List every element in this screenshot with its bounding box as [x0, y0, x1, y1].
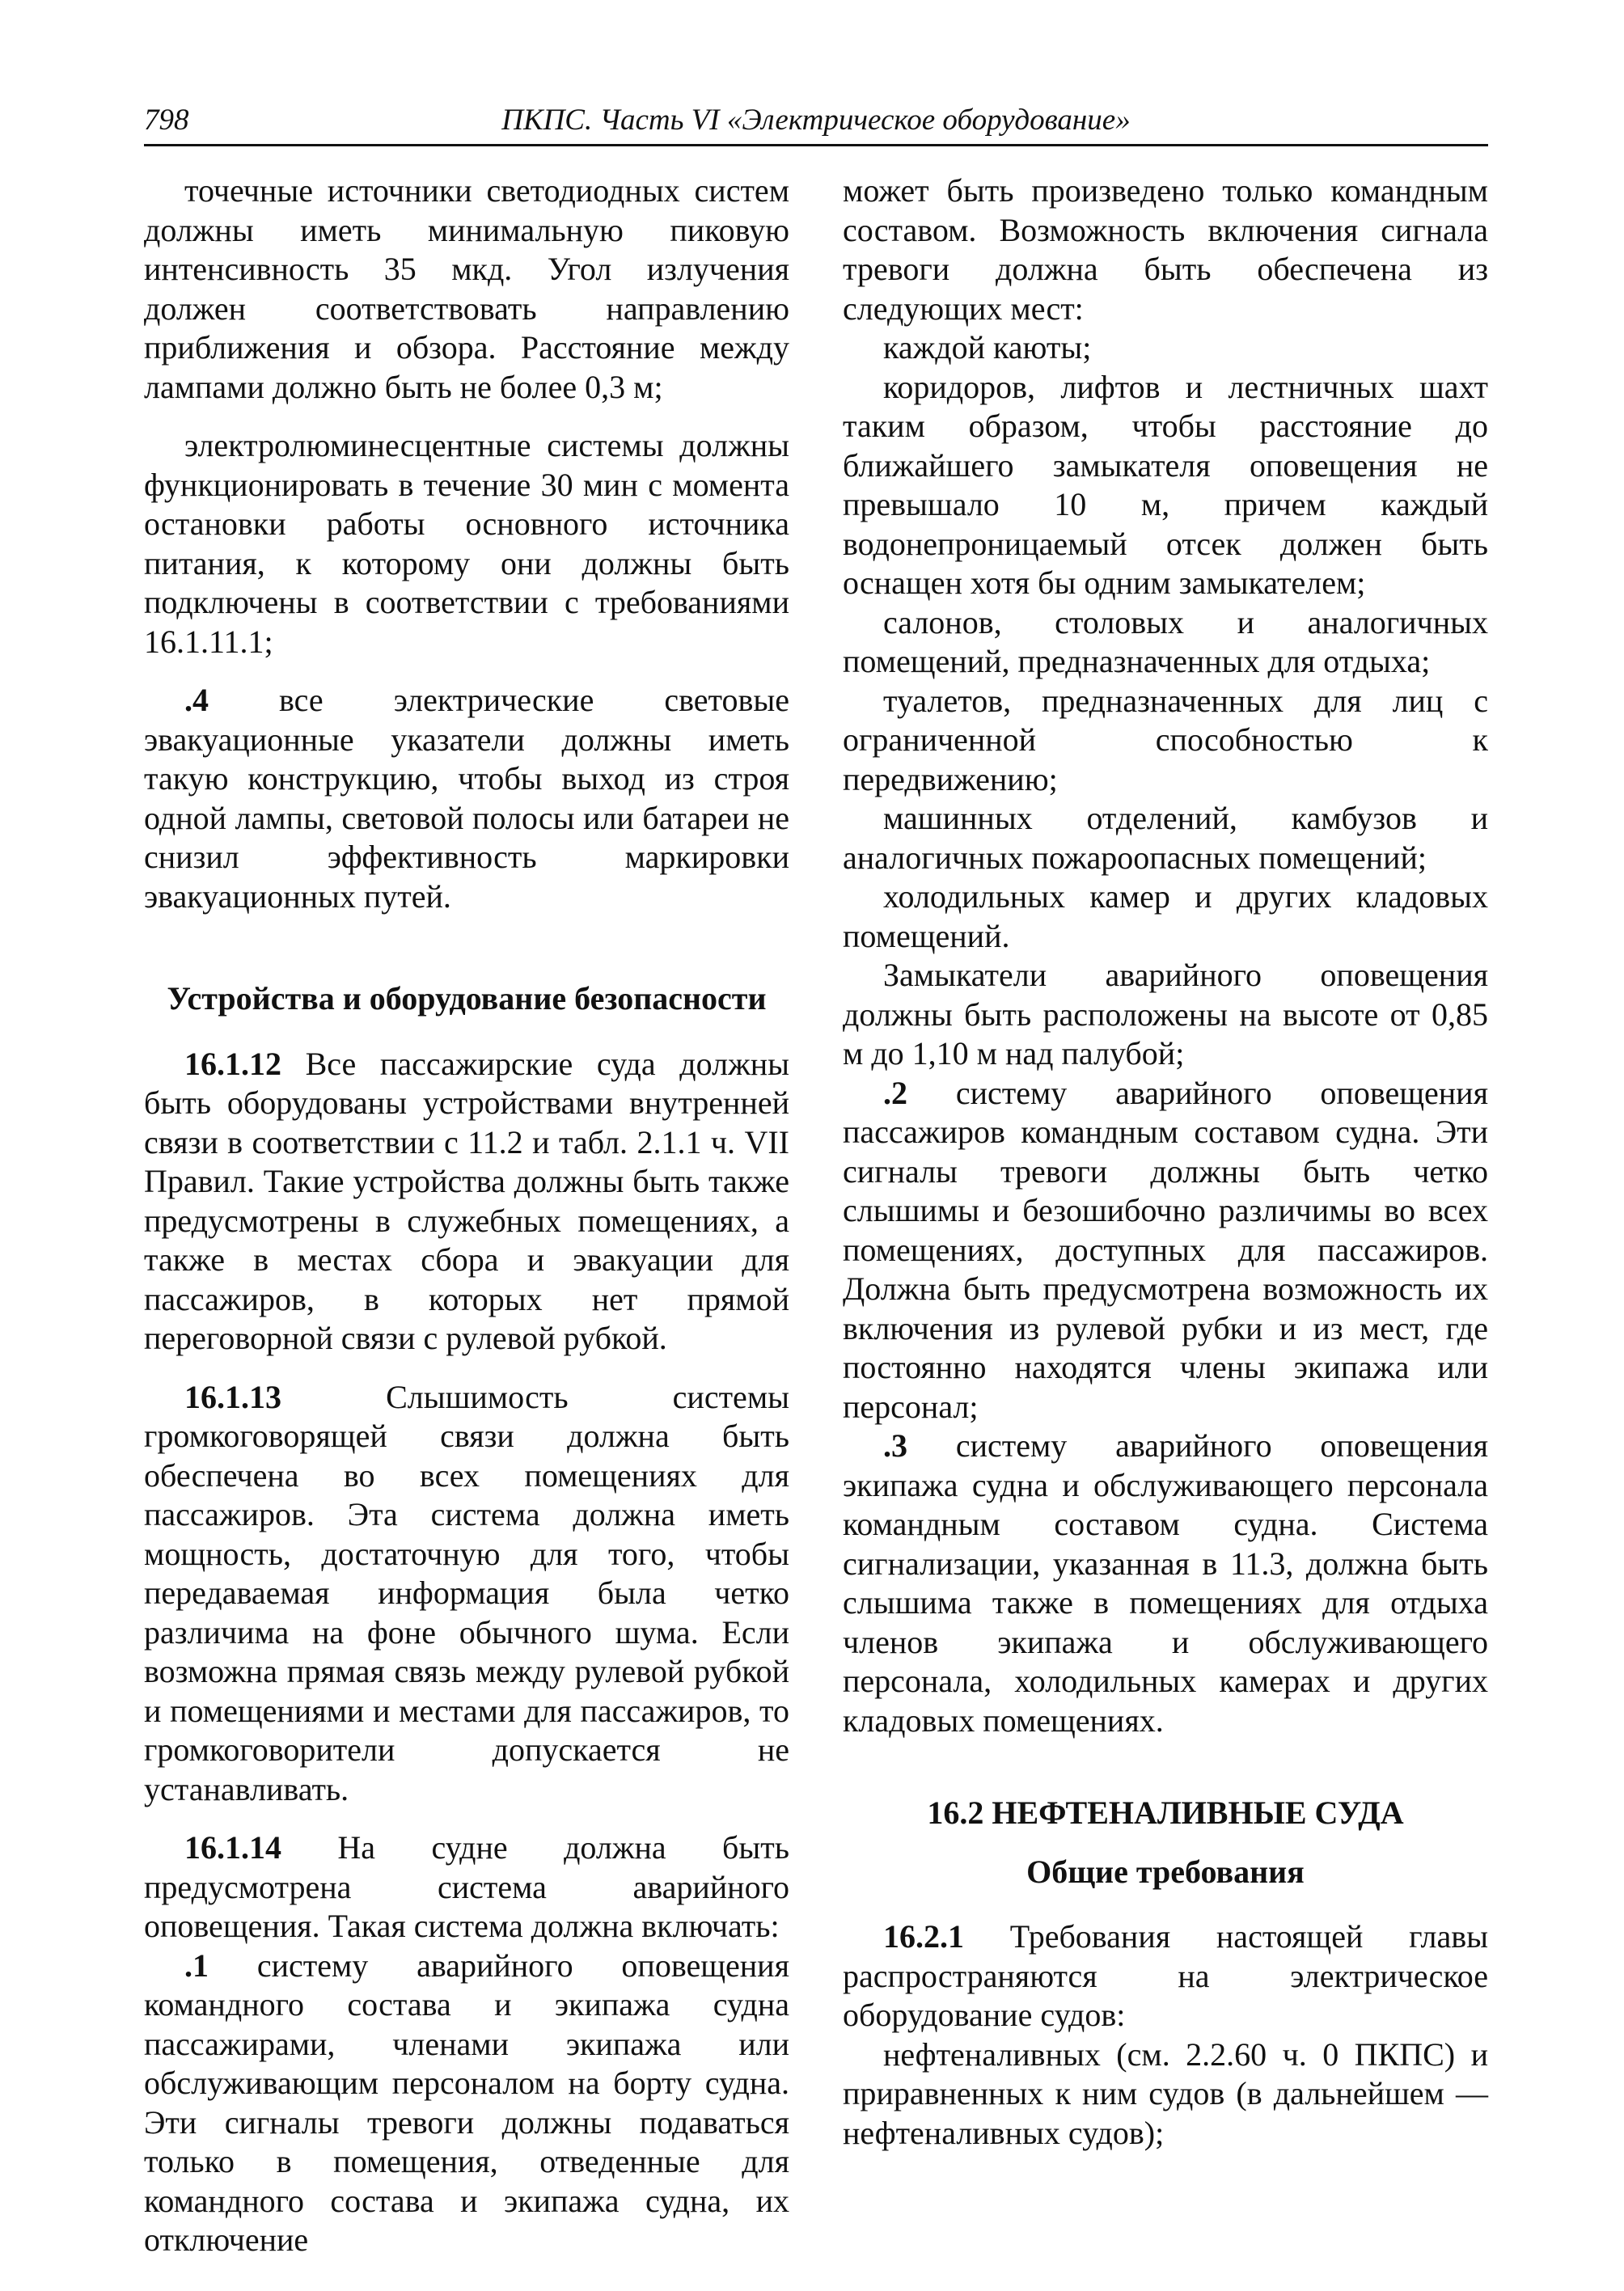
paragraph-16-1-14	[144, 1828, 789, 1947]
clause-text: Все пассажирские суда должны быть оборудованы устройствами внутренней связи в соответствии с 11.2 и табл. 2.1.1 ч. VII Правил. Такие устройства должны быть также предусмотрены в служебных помещениях, а также в местах сбора и эвакуации для пассажиров, в которых нет прямой переговорной связи с рулевой рубкой.	[144, 1045, 789, 1356]
list-item-corridors: коридоров, лифтов и лестничных шахт таким образом, чтобы расстояние до ближайшего замыкателя оповещения не превышало 10 м, причем каждый водонепроницаемый отсек должен быть оснащен хотя бы одним замыкателем;	[843, 368, 1488, 601]
running-title: ПКПС. Часть VI «Электрическое оборудование»	[501, 104, 1131, 137]
clause-number: 16.2.1	[883, 1918, 964, 1955]
paragraph-item-1	[144, 1947, 789, 2260]
item-number: .4	[184, 682, 209, 718]
item-number: .3	[883, 1427, 907, 1464]
list-item-cabins: каждой каюты;	[883, 329, 1092, 366]
paragraph-item-3	[843, 1427, 1488, 1740]
paragraph-item-2	[843, 1074, 1488, 1427]
paragraph-switches-height: Замыкатели аварийного оповещения должны быть расположены на высоте от 0,85 м до 1,10 м над палубой;	[843, 957, 1488, 1072]
clause-number: 16.1.14	[184, 1829, 281, 1866]
subheading-general-requirements: Общие требования	[1026, 1853, 1305, 1890]
item-number: .1	[184, 1947, 209, 1984]
list-item-cold-rooms: холодильных камер и других кладовых помещений.	[843, 878, 1488, 954]
subheading-safety-equipment: Устройства и оборудование безопасности	[167, 980, 767, 1017]
paragraph-item-4	[144, 681, 789, 916]
running-header	[144, 99, 1488, 146]
clause-number: 16.1.12	[184, 1045, 281, 1082]
list-item-toilets: туалетов, предназначенных для лиц с ограниченной способностью к передвижению;	[843, 682, 1488, 797]
paragraph-continuation: может быть произведено только командным составом. Возможность включения сигнала тревоги должна быть обеспечена из следующих мест:	[843, 172, 1488, 327]
paragraph-electroluminescent: электролюминесцентные системы должны функционировать в течение 30 мин с момента остановки работы основного источника питания, к которому они должны быть подключены в соответствии с требованиями 16.1.11.1;	[144, 427, 789, 660]
page-number: 798	[144, 104, 189, 137]
item-text: систему аварийного оповещения экипажа судна и обслуживающего персонала командным составом судна. Система сигнализации, указанная в 11.3, должна быть слышима также в помещениях для отдыха членов экипажа и обслуживающего персонала, холодильных камерах и других кладовых помещениях.	[843, 1427, 1488, 1739]
clause-text: Слышимость системы громкоговорящей связи должна быть обеспечена во всех помещениях для пассажиров. Эта система должна иметь мощность, достаточную для того, чтобы передаваемая информация была четко различима на фоне обычного шума. Если возможна прямая связь между рулевой рубкой и помещениями и местами для пассажиров, то громкоговорители допускается не устанавливать.	[144, 1378, 789, 1807]
paragraph-16-1-12	[144, 1045, 789, 1359]
section-heading-tankers: 16.2 НЕФТЕНАЛИВНЫЕ СУДА	[927, 1794, 1404, 1831]
paragraph-led-sources: точечные источники светодиодных систем должны иметь минимальную пиковую интенсивность 35 мкд. Угол излучения должен соответствовать направлению приближения и обзора. Расстояние между лампами должно быть не более 0,3 м;	[144, 172, 789, 405]
paragraph-16-2-1	[843, 1917, 1488, 2035]
item-text: систему аварийного оповещения пассажиров командным составом судна. Эти сигналы тревоги должны быть четко слышимы и безошибочно различимы во всех помещениях, доступных для пассажиров. Должна быть предусмотрена возможность их включения из рулевой рубки и из мест, где постоянно находятся члены экипажа или персонал;	[843, 1074, 1488, 1425]
list-item-machinery: машинных отделений, камбузов и аналогичных пожароопасных помещений;	[843, 800, 1488, 876]
clause-text: Требования настоящей главы распространяются на электрическое оборудование судов:	[843, 1918, 1488, 2033]
right-column	[843, 171, 1488, 2153]
item-text: систему аварийного оповещения командного состава и экипажа судна пассажирами, членами экипажа или обслуживающим персоналом на борту судна. Эти сигналы тревоги должны подаваться только в помещения, отведенные для командного состава и экипажа судна, их отключение	[144, 1947, 789, 2258]
clause-text: На судне должна быть предусмотрена система аварийного оповещения. Такая система должна включать:	[144, 1829, 789, 1944]
item-number: .2	[883, 1074, 907, 1111]
paragraph-16-1-13	[144, 1378, 789, 1810]
left-column	[144, 171, 789, 2260]
item-text: все электрические световые эвакуационные указатели должны иметь такую конструкцию, чтобы выход из строя одной лампы, световой полосы или батареи не снизил эффективность маркировки эвакуационных путей.	[144, 682, 789, 915]
list-item-salons: салонов, столовых и аналогичных помещений, предназначенных для отдыха;	[843, 603, 1488, 679]
list-item-oil-tankers: нефтеналивных (см. 2.2.60 ч. 0 ПКПС) и приравненных к ним судов (в дальнейшем — нефтеналивных судов);	[843, 2035, 1488, 2151]
clause-number: 16.1.13	[184, 1378, 281, 1415]
